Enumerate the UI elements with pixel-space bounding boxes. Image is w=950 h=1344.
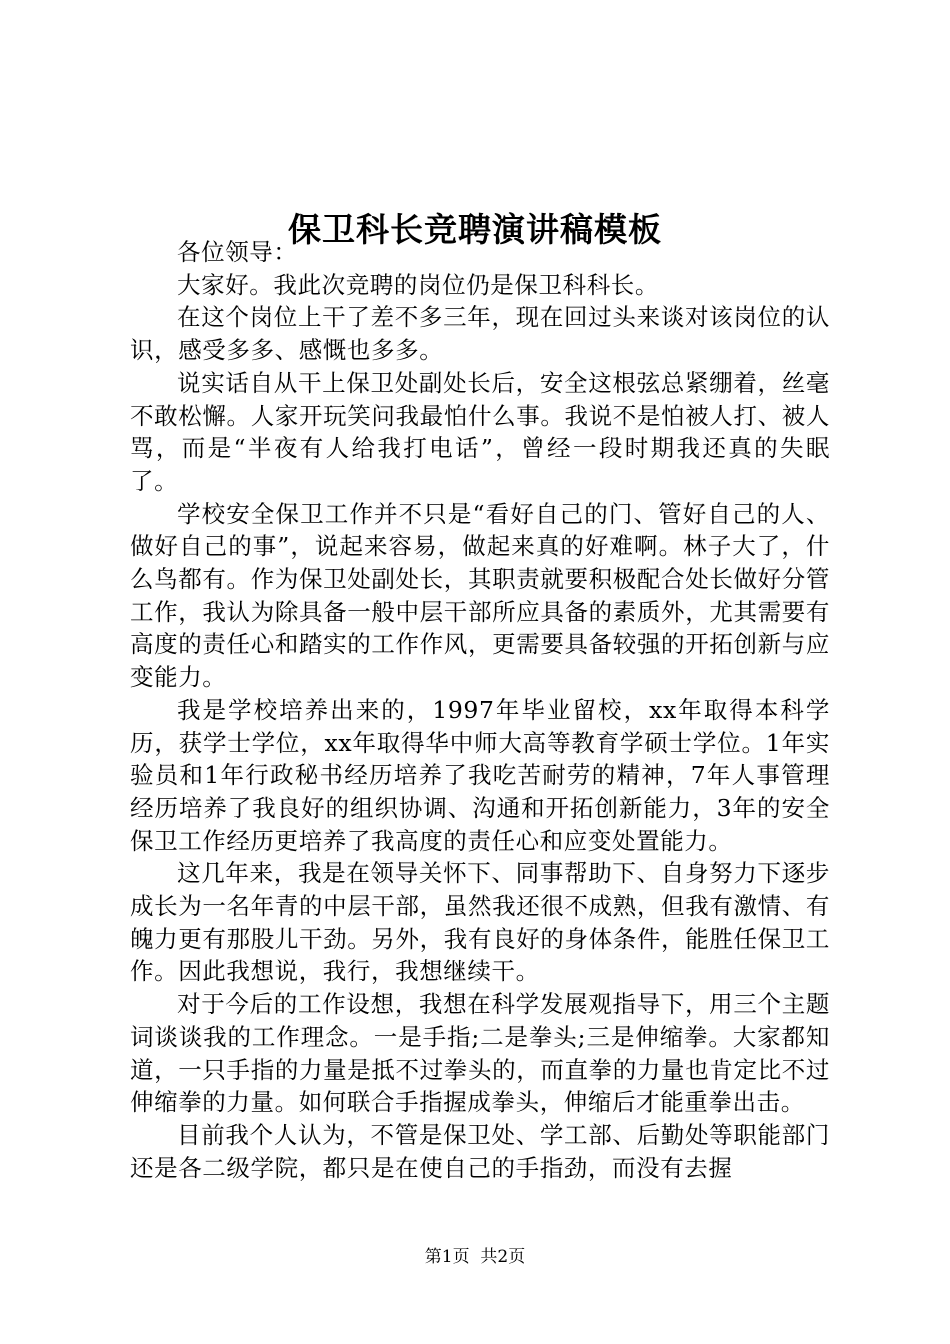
document-body (130, 236, 830, 1184)
paragraph: 我是学校培养出来的，1997年毕业留校，xx年取得本科学历，获学士学位，xx年取得华中师大高等教育学硕士学位。1年实验员和1年行政秘书经历培养了我吃苦耐劳的精神，7年人事管理经历培养了我良好的组织协调、沟通和开拓创新能力，3年的安全保卫工作经历更培养了我高度的责任心和应变处置能力。 (130, 695, 830, 855)
document-title: 保卫科长竞聘演讲稿模板 (288, 210, 662, 250)
paragraph: 这几年来，我是在领导关怀下、同事帮助下、自身努力下逐步成长为一名年青的中层干部，虽然我还很不成熟，但我有激情、有魄力更有那股儿干劲。另外，我有良好的身体条件，能胜任保卫工作。因此我想说，我行，我想继续干。 (130, 859, 830, 986)
page-footer (0, 1246, 950, 1268)
paragraph: 目前我个人认为，不管是保卫处、学工部、后勤处等职能部门还是各二级学院，都只是在使自己的手指劲，而没有去握 (130, 1120, 830, 1182)
paragraph: 学校安全保卫工作并不只是“看好自己的门、管好自己的人、做好自己的事”，说起来容易，做起来真的好难啊。林子大了，什么鸟都有。作为保卫处副处长，其职责就要积极配合处长做好分管工作，我认为除具备一般中层干部所应具备的素质外，尤其需要有高度的责任心和踏实的工作作风，更需要具备较强的开拓创新与应变能力。 (130, 499, 830, 692)
paragraph: 在这个岗位上干了差不多三年，现在回过头来谈对该岗位的认识，感受多多、感慨也多多。 (130, 303, 830, 365)
paragraph: 对于今后的工作设想，我想在科学发展观指导下，用三个主题词谈谈我的工作理念。一是手指;二是拳头;三是伸缩拳。大家都知道，一只手指的力量是抵不过拳头的，而直拳的力量也肯定比不过伸缩拳的力量。如何联合手指握成拳头，伸缩后才能重拳出击。 (130, 990, 830, 1117)
page-total: 共2页 (480, 1247, 526, 1267)
paragraph: 说实话自从干上保卫处副处长后，安全这根弦总紧绷着，丝毫不敢松懈。人家开玩笑问我最怕什么事。我说不是怕被人打、被人骂，而是“半夜有人给我打电话”，曾经一段时期我还真的失眠了。 (130, 368, 830, 495)
paragraph-greeting: 大家好。我此次竞聘的岗位仍是保卫科科长。 (177, 270, 659, 299)
paragraph-salutation: 各位领导： (177, 238, 298, 266)
page-number: 第1页 (424, 1247, 470, 1267)
